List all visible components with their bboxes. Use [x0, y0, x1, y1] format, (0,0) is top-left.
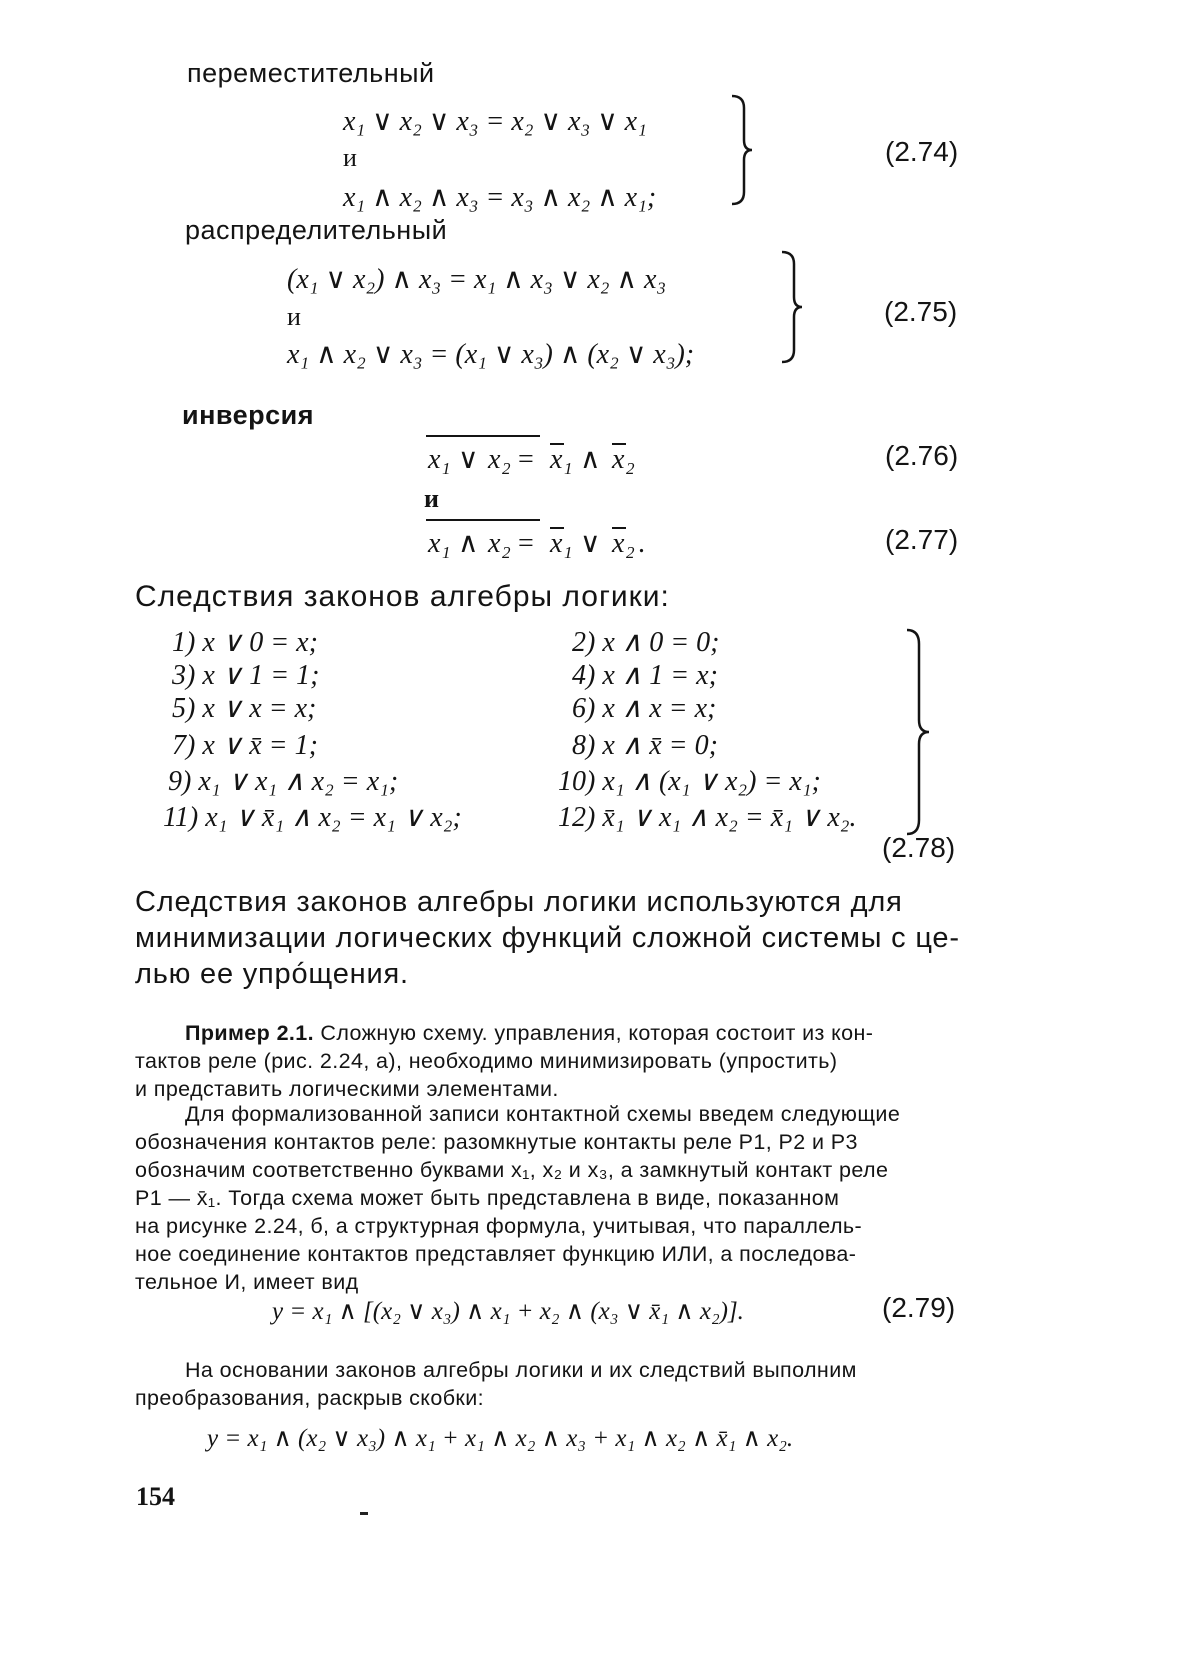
right-brace-274	[728, 94, 756, 206]
equation-number-274: (2.74)	[885, 136, 959, 167]
corollary-6: 6) x ∧ x = x;	[572, 693, 717, 724]
svg-text:∧: ∧	[580, 444, 601, 475]
conj-commutative: и	[343, 143, 357, 172]
example-para2-line-4: Р1 — x̄₁. Тогда схема может быть представлена в виде, показанном	[135, 1186, 840, 1210]
svg-text:2: 2	[626, 459, 635, 478]
formula-distributive-1: (x₁ ∨ x₂) ∧ x₃ = x₁ ∧ x₃ ∨ x₂ ∧ x₃	[287, 264, 667, 295]
formula-inversion-276	[420, 428, 690, 478]
svg-text:1: 1	[442, 459, 451, 478]
svg-text:2: 2	[502, 459, 511, 478]
example-para3-line-2: преобразования, раскрыв скобки:	[135, 1386, 485, 1410]
svg-text:x: x	[428, 444, 441, 475]
formula-commutative-2: x₁ ∧ x₂ ∧ x₃ = x₃ ∧ x₂ ∧ x₁;	[343, 182, 657, 213]
law-label-inversion: инверсия	[182, 400, 315, 430]
equation-number-279: (2.79)	[882, 1292, 956, 1323]
example-para2-line-7: тельное И, имеет вид	[135, 1270, 359, 1294]
corollary-12: 12) x̄₁ ∨ x₁ ∧ x₂ = x̄₁ ∨ x₂.	[558, 802, 857, 833]
corollaries-heading: Следствия законов алгебры логики:	[135, 580, 670, 613]
corollary-10: 10) x₁ ∧ (x₁ ∨ x₂) = x₁;	[558, 766, 821, 797]
right-brace-278	[903, 628, 933, 836]
example-para2-line-6: ное соединение контактов представляет функцию ИЛИ, а последова-	[135, 1242, 857, 1266]
svg-text:.: .	[638, 528, 645, 559]
svg-text:x: x	[488, 444, 501, 475]
svg-text:x: x	[612, 444, 625, 475]
equation-number-277: (2.77)	[885, 524, 959, 555]
svg-text:2: 2	[626, 543, 635, 562]
corollary-1: 1) x ∨ 0 = x;	[172, 627, 318, 658]
corollary-4: 4) x ∧ 1 = x;	[572, 660, 718, 691]
svg-text:1: 1	[442, 543, 451, 562]
right-brace-275	[778, 250, 806, 364]
corollary-7: 7) x ∨ x̄ = 1;	[172, 730, 318, 761]
svg-text:∨: ∨	[580, 528, 601, 559]
svg-text:2: 2	[502, 543, 511, 562]
example-line-3: и представить логическими элементами.	[135, 1077, 559, 1101]
example-line-1-text: Сложную схему. управления, которая состоит из кон-	[314, 1021, 874, 1045]
corollary-9: 9) x₁ ∨ x₁ ∧ x₂ = x₁;	[168, 766, 399, 797]
conj-inversion: и	[424, 484, 439, 513]
formula-279: y = x₁ ∧ [(x₂ ∨ x₃) ∧ x₁ + x₂ ∧ (x₃ ∨ x̄₁ ∧ x₂)].	[272, 1298, 744, 1325]
formula-inversion-277	[420, 512, 690, 562]
svg-text:x: x	[550, 444, 563, 475]
svg-text:∨: ∨	[458, 444, 479, 475]
example-para2-line-3: обозначим соответственно буквами x₁, x₂ и x₃, а замкнутый контакт реле	[135, 1158, 889, 1182]
corollary-11: 11) x₁ ∨ x̄₁ ∧ x₂ = x₁ ∨ x₂;	[163, 802, 462, 833]
svg-text:x: x	[428, 528, 441, 559]
example-title: Пример 2.1.	[185, 1021, 315, 1045]
svg-text:x: x	[612, 528, 625, 559]
formula-distributive-2: x₁ ∧ x₂ ∨ x₃ = (x₁ ∨ x₃) ∧ (x₂ ∨ x₃);	[287, 339, 695, 370]
equation-number-276: (2.76)	[885, 440, 959, 471]
svg-text:x: x	[550, 528, 563, 559]
svg-text:1: 1	[564, 543, 573, 562]
equation-number-275: (2.75)	[884, 296, 958, 327]
final-formula: y = x₁ ∧ (x₂ ∨ x₃) ∧ x₁ + x₁ ∧ x₂ ∧ x₃ + x₁ ∧ x₂ ∧ x̄₁ ∧ x₂.	[207, 1425, 794, 1452]
svg-text:=: =	[518, 528, 534, 559]
equation-number-278: (2.78)	[882, 832, 956, 863]
corollary-2: 2) x ∧ 0 = 0;	[572, 627, 720, 658]
conj-distributive: и	[287, 302, 301, 331]
paragraph-usage-line-1: Следствия законов алгебры логики используются для	[135, 886, 903, 918]
page-number: 154	[136, 1482, 175, 1511]
example-para2-line-5: на рисунке 2.24, б, а структурная формула, учитывая, что параллель-	[135, 1214, 863, 1238]
example-line-1	[185, 1019, 873, 1048]
corollary-3: 3) x ∨ 1 = 1;	[172, 660, 320, 691]
paragraph-usage-line-2: минимизации логических функций сложной системы с це-	[135, 922, 960, 954]
corollary-8: 8) x ∧ x̄ = 0;	[572, 730, 718, 761]
corollary-5: 5) x ∨ x = x;	[172, 693, 317, 724]
example-para2-line-2: обозначения контактов реле: разомкнутые контакты реле Р1, Р2 и Р3	[135, 1130, 858, 1154]
formula-commutative-1: x₁ ∨ x₂ ∨ x₃ = x₂ ∨ x₃ ∨ x₁	[343, 106, 647, 137]
example-line-2: тактов реле (рис. 2.24, а), необходимо минимизировать (упростить)	[135, 1049, 838, 1073]
svg-text:∧: ∧	[458, 528, 479, 559]
law-label-distributive: распределительный	[185, 215, 448, 245]
scan-speck	[360, 1512, 368, 1515]
example-para3-line-1: На основании законов алгебры логики и их следствий выполним	[185, 1358, 857, 1382]
law-label-commutative: переместительный	[187, 58, 435, 88]
svg-text:1: 1	[564, 459, 573, 478]
paragraph-usage-line-3: лью ее упрóщения.	[135, 958, 409, 990]
example-para2-line-1: Для формализованной записи контактной схемы введем следующие	[185, 1102, 901, 1126]
svg-text:x: x	[488, 528, 501, 559]
svg-text:=: =	[518, 444, 534, 475]
